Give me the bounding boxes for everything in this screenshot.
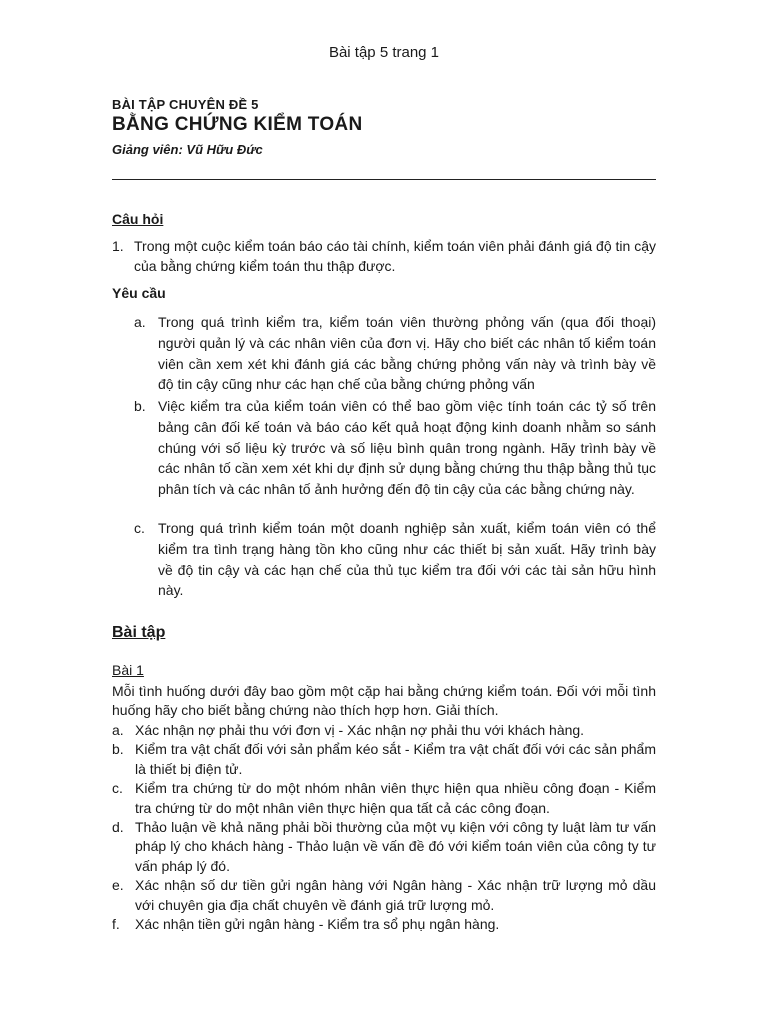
exercise-item	[112, 915, 656, 934]
exercise-item	[112, 740, 656, 779]
requirement-item	[134, 518, 656, 601]
exercise-item-marker: c.	[112, 780, 123, 797]
exercise-item-text: Kiểm tra vật chất đối với sản phẩm kéo sắt - Kiểm tra vật chất đối với các sản phẩm là thiết bị điện tử.	[135, 741, 656, 777]
exercise-item-marker: d.	[112, 819, 124, 836]
questions-heading: Câu hỏi	[112, 211, 164, 227]
requirement-text: Trong quá trình kiểm toán một doanh nghiệp sản xuất, kiểm toán viên có thể kiểm tra tình trạng hàng tồn kho cũng như các thiết bị sản xuất. Hãy trình bày về độ tin cậy và các hạn chế của thủ tục kiểm tra đối với các tài sản hữu hình này.	[158, 520, 656, 599]
exercise-item-text: Thảo luận về khả năng phải bồi thường của một vụ kiện với công ty luật làm tư vấn pháp lý cho khách hàng - Thảo luận về vấn đề đó với kiểm toán viên của công ty tư vấn pháp lý đó.	[135, 819, 656, 874]
exercises-heading: Bài tập	[112, 624, 166, 641]
exercise-item	[112, 721, 656, 740]
exercise-item-marker: b.	[112, 741, 124, 758]
exercise-item-marker: f.	[112, 916, 120, 933]
exercise-item-text: Kiểm tra chứng từ do một nhóm nhân viên thực hiện qua nhiều công đoạn - Kiểm tra chứng từ do một nhân viên thực hiện qua tất cả các công đoạn.	[135, 780, 656, 816]
exercise-item-marker: e.	[112, 877, 124, 894]
requirement-item	[134, 396, 656, 500]
exercise-title: Bài 1	[112, 662, 144, 678]
exercise-list	[112, 721, 656, 934]
exercise-item-text: Xác nhận tiền gửi ngân hàng - Kiểm tra sổ phụ ngân hàng.	[135, 916, 500, 933]
exercise-item	[112, 876, 656, 915]
requirement-marker: b.	[134, 398, 146, 414]
exercise-item-text: Xác nhận số dư tiền gửi ngân hàng với Ngân hàng - Xác nhận trữ lượng mỏ dầu với chuyên gia địa chất chuyên về đánh giá trữ lượng mỏ.	[135, 877, 656, 913]
exercise-item	[112, 818, 656, 876]
requirements-label: Yêu cầu	[112, 285, 166, 301]
question-text: Trong một cuộc kiểm toán báo cáo tài chính, kiểm toán viên phải đánh giá độ tin cậy của bằng chứng kiểm toán thu thập được.	[134, 238, 656, 274]
requirement-marker: a.	[134, 314, 146, 330]
requirement-item	[134, 312, 656, 395]
exercise-item-marker: a.	[112, 722, 124, 738]
lecturer-line: Giảng viên: Vũ Hữu Đức	[112, 142, 263, 157]
header-divider	[112, 179, 656, 180]
page-header: Bài tập 5 trang 1	[328, 44, 440, 61]
exercise-item	[112, 779, 656, 818]
question-number: 1.	[112, 238, 124, 254]
exercise-item-text: Xác nhận nợ phải thu với đơn vị - Xác nhận nợ phải thu với khách hàng.	[135, 722, 585, 738]
requirement-text: Trong quá trình kiểm tra, kiểm toán viên thường phỏng vấn (qua đối thoại) người quản lý và các nhân viên của đơn vị. Hãy cho biết các nhân tố kiểm toán viên cần xem xét khi đánh giá các bằng chứng phỏng vấn này và trình bày về độ tin cậy cũng như các hạn chế của bằng chứng phỏng vấn	[158, 314, 656, 393]
exercise-intro: Mỗi tình huống dưới đây bao gồm một cặp hai bằng chứng kiểm toán. Đối với mỗi tình huống hãy cho biết bằng chứng nào thích hợp hơn. Giải thích.	[112, 683, 656, 719]
question-item	[112, 236, 656, 276]
document-label: BÀI TẬP CHUYÊN ĐỀ 5	[112, 97, 259, 112]
document-title: BẰNG CHỨNG KIỂM TOÁN	[112, 114, 363, 135]
requirement-text: Việc kiểm tra của kiểm toán viên có thể bao gồm việc tính toán các tỷ số trên bảng cân đối kế toán và báo cáo kết quả hoạt động kinh doanh nhằm so sánh chúng với số liệu kỳ trước và số liệu bình quân trong ngành. Hãy trình bày về các nhân tố cần xem xét khi dự định sử dụng bằng chứng thu thập bằng thủ tục phân tích và các nhân tố ảnh hưởng đến độ tin cậy của các bằng chứng này.	[158, 398, 656, 498]
requirement-marker: c.	[134, 520, 145, 536]
